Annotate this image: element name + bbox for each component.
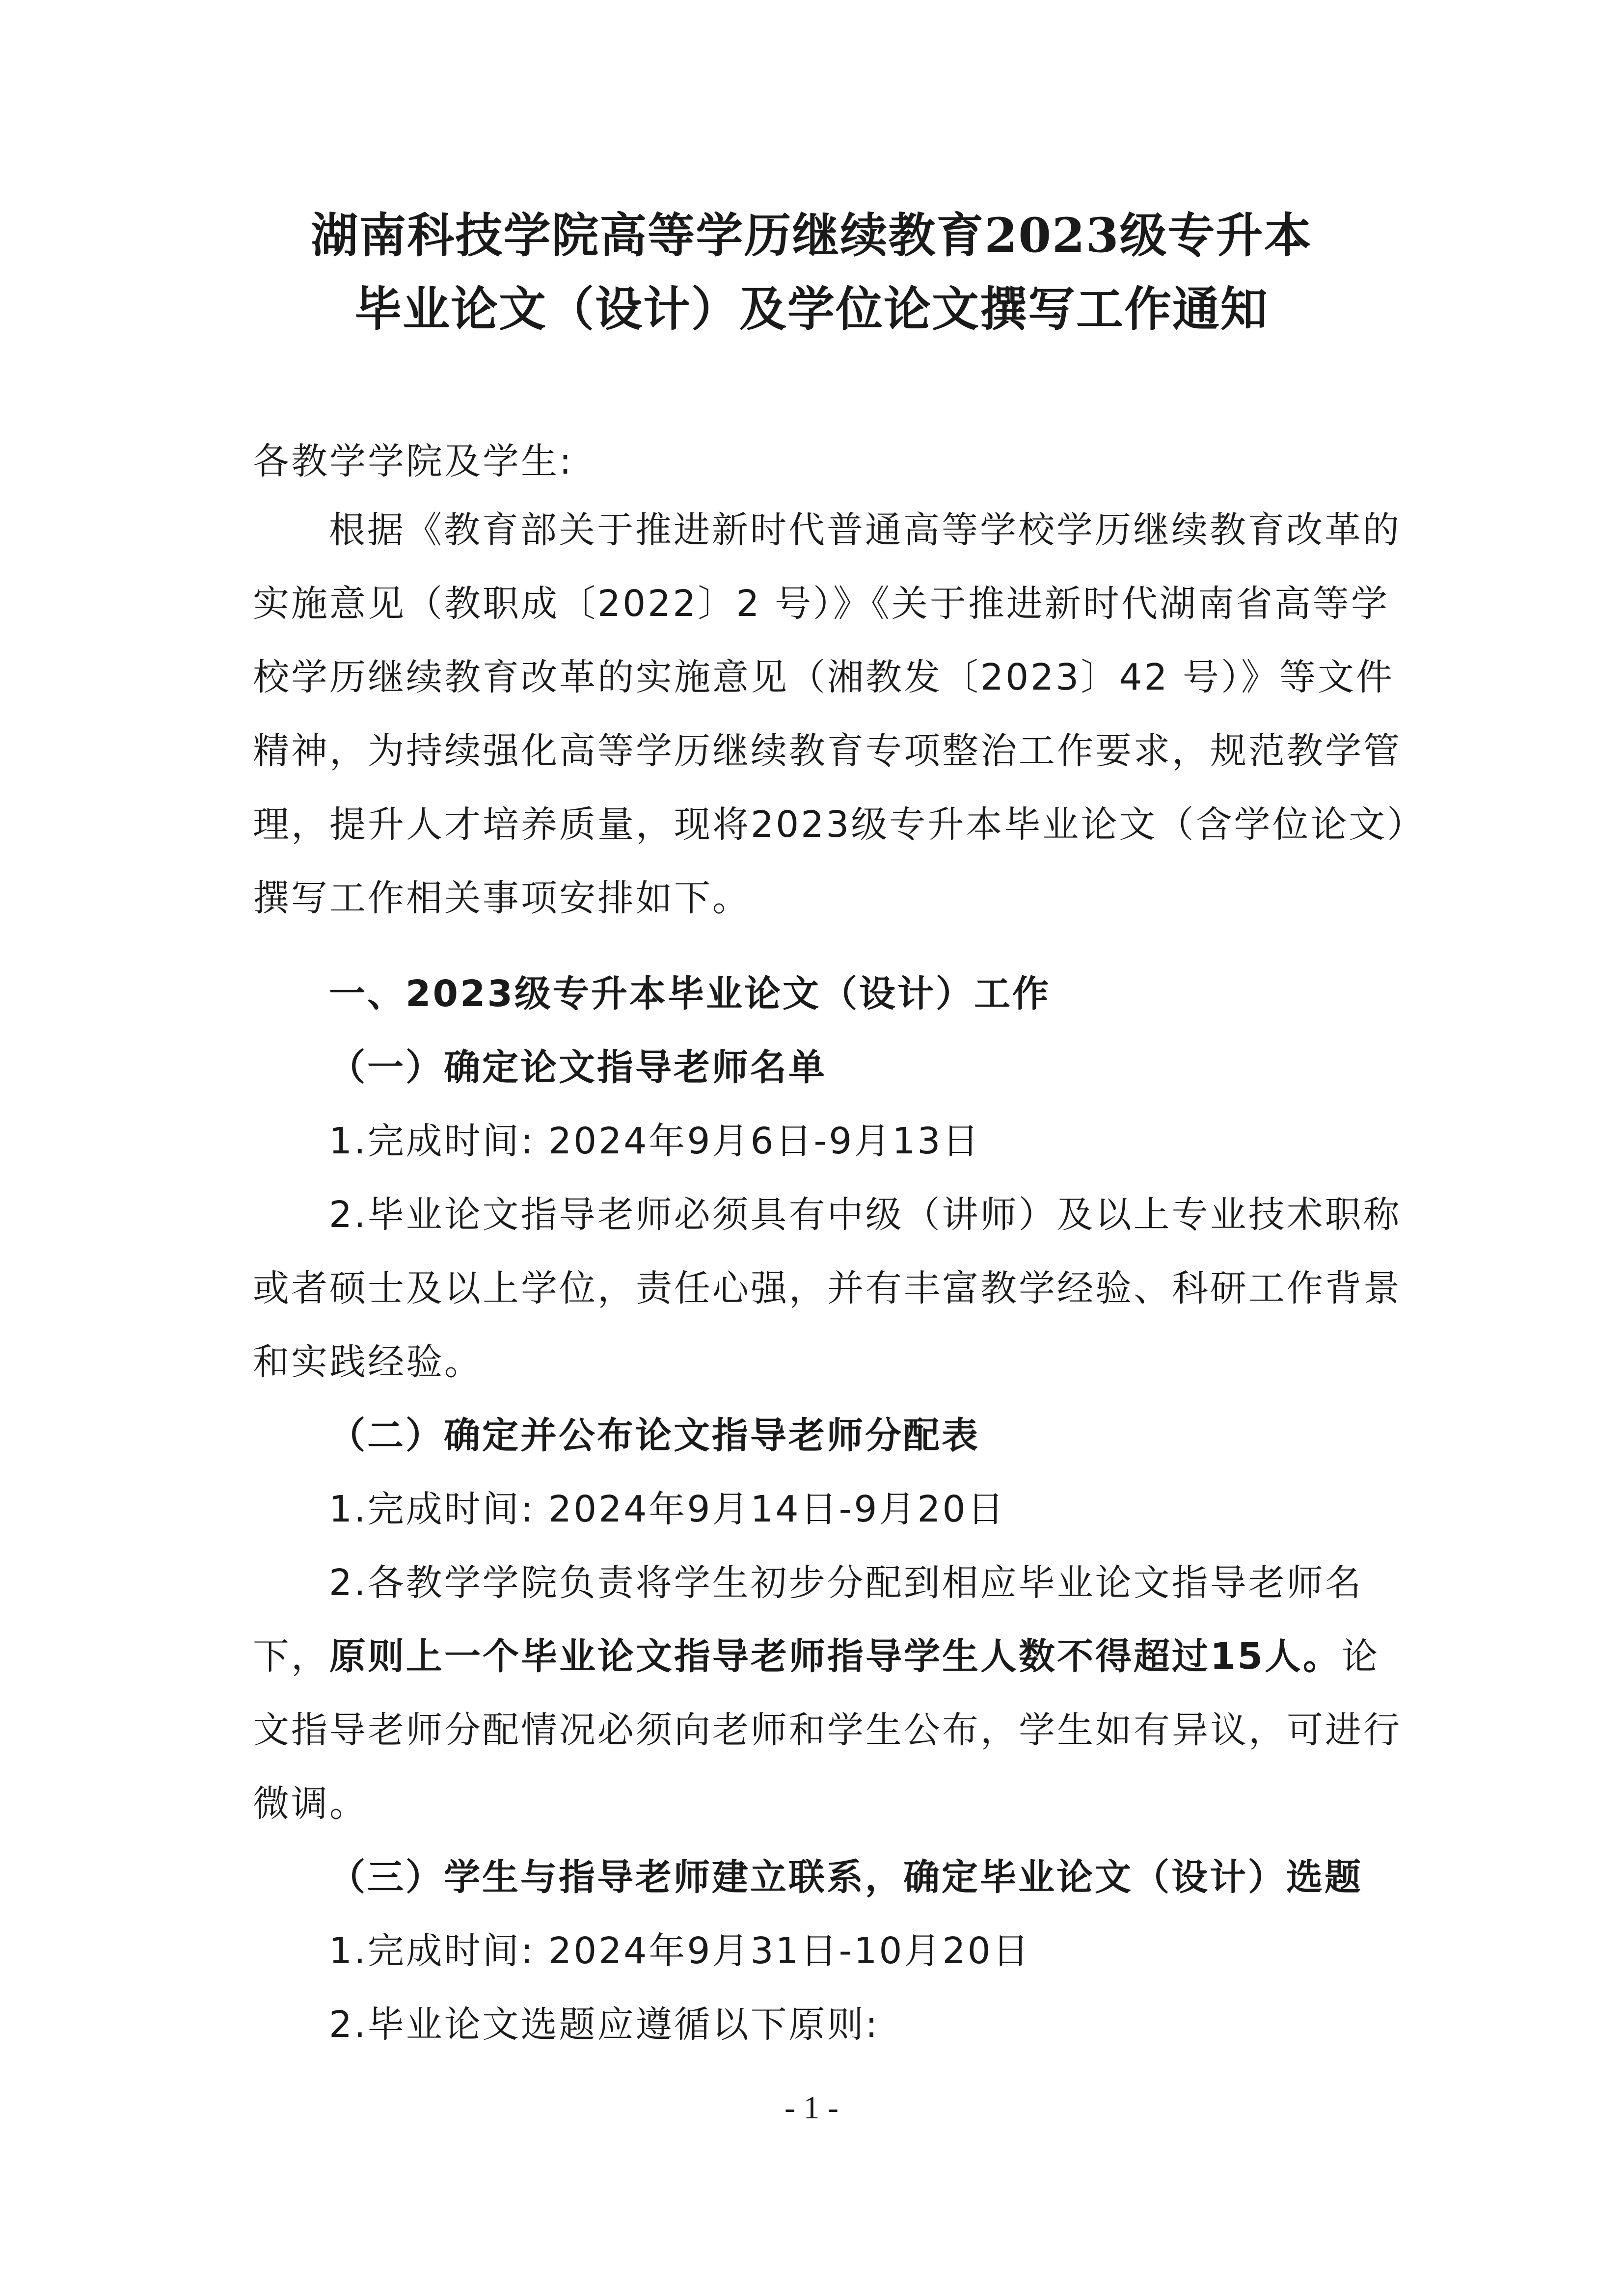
- list-item: 2.毕业论文指导老师必须具有中级（讲师）及以上专业技术职称: [329, 1194, 1402, 1236]
- text-segment: 下，: [253, 1635, 329, 1678]
- list-item-continued: 或者硕士及以上学位，责任心强，并有丰富教学经验、科研工作背景: [253, 1267, 1402, 1309]
- intro-line: 精神，为持续强化高等学历继续教育专项整治工作要求，规范教学管: [253, 730, 1402, 772]
- intro-line: 根据《教育部关于推进新时代普通高等学校学历继续教育改革的: [329, 509, 1401, 551]
- list-item-continued: 和实践经验。: [253, 1341, 483, 1383]
- section-heading: 一、2023级专升本毕业论文（设计）工作: [329, 973, 1051, 1015]
- emphasized-rule: 原则上一个毕业论文指导老师指导学生人数不得超过15人。: [329, 1635, 1341, 1678]
- list-item: 2.毕业论文选题应遵循以下原则:: [329, 2003, 880, 2046]
- list-item: 1.完成时间: 2024年9月31日-10月20日: [329, 1930, 1031, 1972]
- intro-line: 撰写工作相关事项安排如下。: [253, 877, 751, 919]
- subsection-heading: （二）确定并公布论文指导老师分配表: [329, 1415, 980, 1457]
- list-item-continued: 文指导老师分配情况必须向老师和学生公布，学生如有异议，可进行: [253, 1709, 1402, 1751]
- salutation: 各教学学院及学生:: [253, 440, 573, 482]
- intro-line: 校学历继续教育改革的实施意见（湘教发〔2023〕42 号）》等文件: [253, 656, 1395, 698]
- list-item-continued: [253, 1632, 1380, 1681]
- list-item-continued: 微调。: [253, 1783, 368, 1825]
- subsection-heading: （三）学生与指导老师建立联系，确定毕业论文（设计）选题: [329, 1856, 1363, 1898]
- list-item: 1.完成时间: 2024年9月14日-9月20日: [329, 1488, 1006, 1530]
- intro-line: 实施意见（教职成〔2022〕2 号）》《关于推进新时代湖南省高等学: [253, 583, 1389, 625]
- list-item: 2.各教学学院负责将学生初步分配到相应毕业论文指导老师名: [329, 1562, 1363, 1604]
- list-item: 1.完成时间: 2024年9月6日-9月13日: [329, 1120, 981, 1162]
- text-segment: 论: [1341, 1635, 1380, 1678]
- page-number: - 1 -: [784, 2090, 839, 2126]
- title-line-1: 湖南科技学院高等学历继续教育2023级专升本: [311, 208, 1312, 263]
- title-line-2: 毕业论文（设计）及学位论文撰写工作通知: [354, 281, 1269, 337]
- subsection-heading: （一）确定论文指导老师名单: [329, 1046, 827, 1089]
- intro-line: 理，提升人才培养质量，现将2023级专升本毕业论文（含学位论文）: [253, 803, 1426, 846]
